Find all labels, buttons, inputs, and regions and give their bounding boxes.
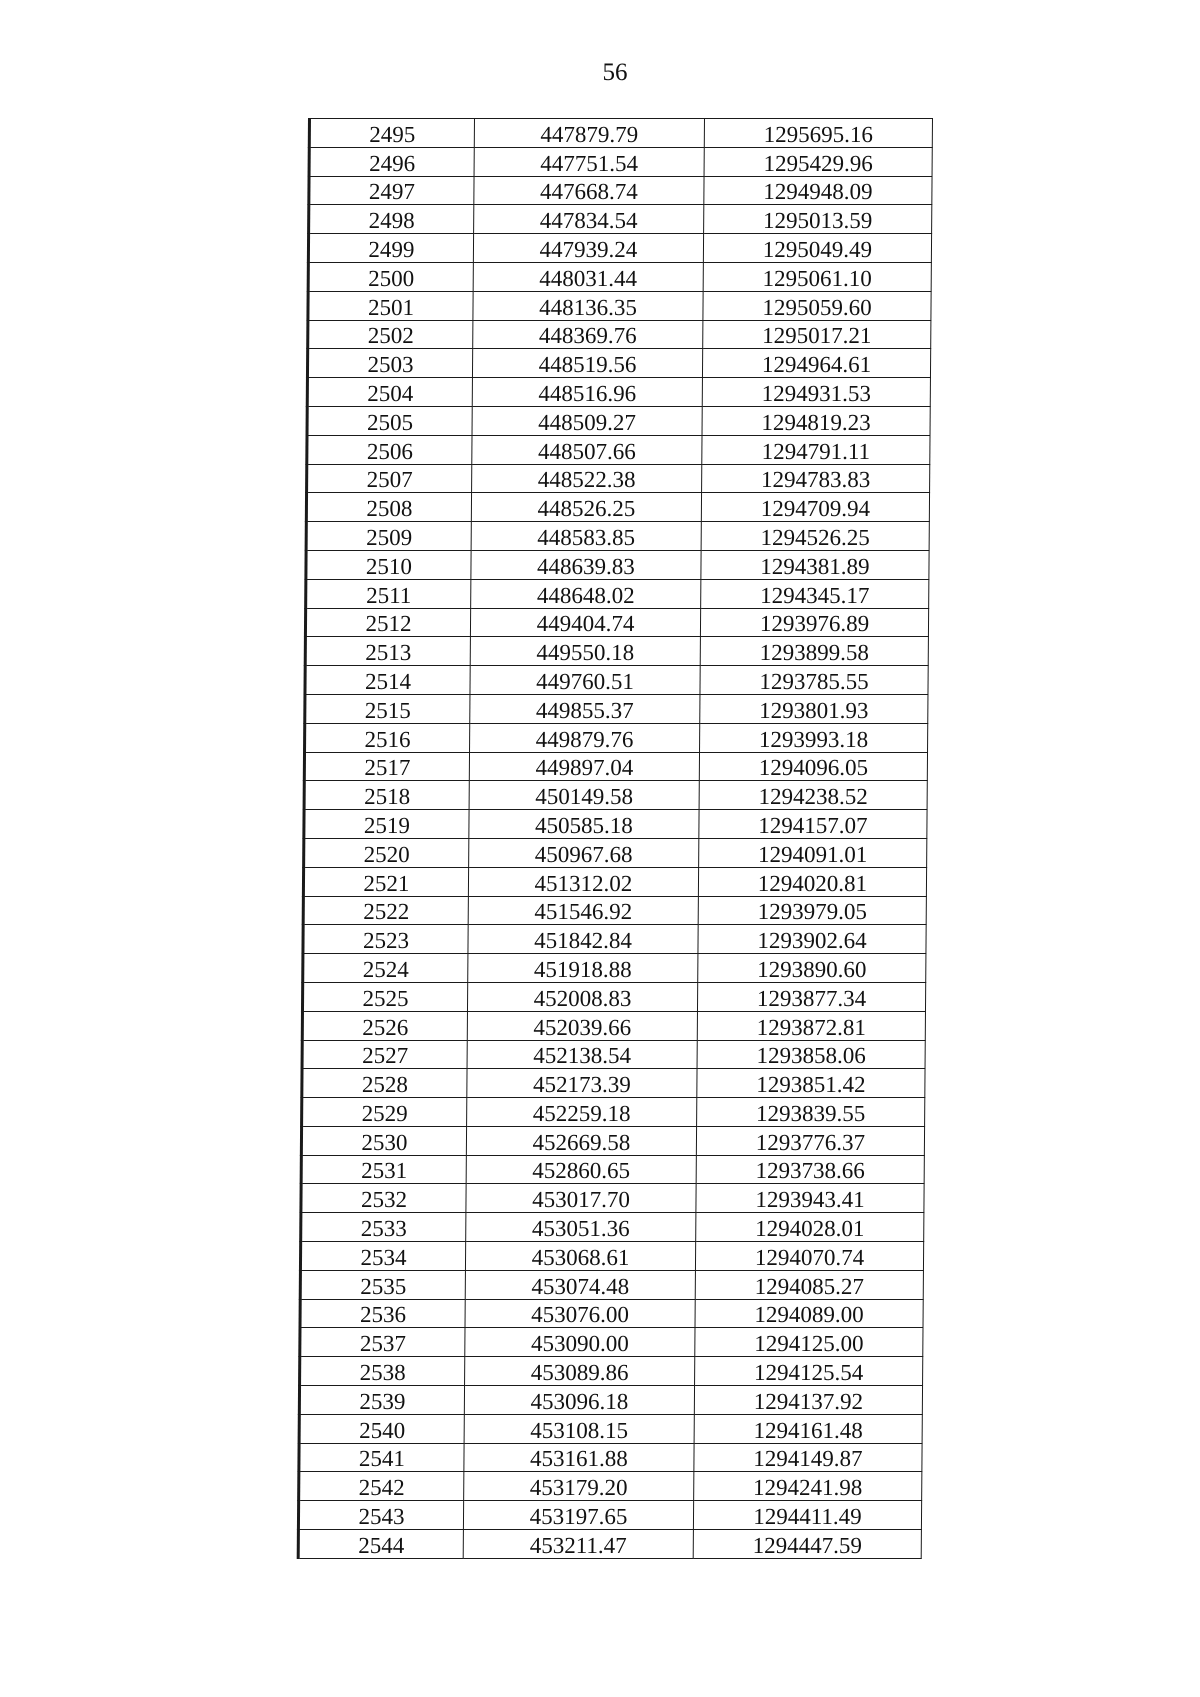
x-coordinate-cell: 451546.92	[468, 896, 698, 925]
point-number-cell: 2535	[300, 1270, 465, 1299]
point-number-cell: 2496	[309, 147, 474, 176]
x-coordinate-cell: 453096.18	[464, 1386, 694, 1415]
point-number-cell: 2518	[304, 781, 469, 810]
point-number-cell: 2534	[300, 1242, 465, 1271]
table-row	[303, 925, 926, 954]
table-row	[302, 1098, 925, 1127]
table-row	[308, 291, 931, 320]
y-coordinate-cell: 1293943.41	[696, 1184, 924, 1213]
y-coordinate-cell: 1295013.59	[704, 205, 932, 234]
table-row	[299, 1472, 922, 1501]
y-coordinate-cell: 1293839.55	[697, 1098, 925, 1127]
point-number-cell: 2504	[307, 378, 472, 407]
x-coordinate-cell: 447879.79	[474, 119, 704, 148]
y-coordinate-cell: 1294157.07	[699, 810, 927, 839]
x-coordinate-cell: 449760.51	[470, 666, 700, 695]
point-number-cell: 2542	[299, 1472, 464, 1501]
point-number-cell: 2511	[306, 579, 471, 608]
table-row	[302, 1040, 925, 1069]
point-number-cell: 2500	[308, 262, 473, 291]
table-row	[306, 579, 929, 608]
y-coordinate-cell: 1294709.94	[701, 493, 929, 522]
point-number-cell: 2508	[306, 493, 471, 522]
y-coordinate-cell: 1293976.89	[700, 608, 928, 637]
point-number-cell: 2543	[298, 1501, 463, 1530]
x-coordinate-cell: 452138.54	[467, 1040, 697, 1069]
y-coordinate-cell: 1294526.25	[701, 522, 929, 551]
y-coordinate-cell: 1294411.49	[693, 1501, 921, 1530]
y-coordinate-cell: 1295429.96	[704, 147, 932, 176]
x-coordinate-cell: 453179.20	[464, 1472, 694, 1501]
page-number: 56	[602, 59, 628, 86]
y-coordinate-cell: 1294137.92	[694, 1386, 922, 1415]
y-coordinate-cell: 1293776.37	[696, 1126, 924, 1155]
y-coordinate-cell: 1295695.16	[704, 119, 932, 148]
table-row	[307, 435, 930, 464]
point-number-cell: 2540	[299, 1414, 464, 1443]
point-number-cell: 2527	[302, 1040, 467, 1069]
x-coordinate-cell: 448516.96	[472, 378, 702, 407]
y-coordinate-cell: 1294020.81	[698, 867, 926, 896]
point-number-cell: 2537	[300, 1328, 465, 1357]
x-coordinate-cell: 452039.66	[467, 1011, 697, 1040]
table-row	[307, 406, 930, 435]
x-coordinate-cell: 453068.61	[465, 1242, 695, 1271]
y-coordinate-cell: 1294028.01	[696, 1213, 924, 1242]
y-coordinate-cell: 1293785.55	[700, 666, 928, 695]
x-coordinate-cell: 453108.15	[464, 1414, 694, 1443]
point-number-cell: 2495	[309, 119, 474, 148]
point-number-cell: 2521	[303, 867, 468, 896]
point-number-cell: 2513	[305, 637, 470, 666]
table-row	[305, 666, 928, 695]
y-coordinate-cell: 1293890.60	[698, 954, 926, 983]
table-row	[305, 608, 928, 637]
x-coordinate-cell: 453051.36	[466, 1213, 696, 1242]
point-number-cell: 2531	[301, 1155, 466, 1184]
point-number-cell: 2522	[303, 896, 468, 925]
table-row	[307, 378, 930, 407]
x-coordinate-cell: 450149.58	[469, 781, 699, 810]
y-coordinate-cell: 1293993.18	[700, 723, 928, 752]
point-number-cell: 2526	[302, 1011, 467, 1040]
y-coordinate-cell: 1294125.00	[695, 1328, 923, 1357]
coordinates-table-body	[298, 119, 932, 1559]
x-coordinate-cell: 452259.18	[467, 1098, 697, 1127]
table-row	[301, 1213, 924, 1242]
point-number-cell: 2523	[303, 925, 468, 954]
table-row	[306, 550, 929, 579]
x-coordinate-cell: 453197.65	[463, 1501, 693, 1530]
table-row	[308, 234, 931, 263]
point-number-cell: 2533	[301, 1213, 466, 1242]
x-coordinate-cell: 452860.65	[466, 1155, 696, 1184]
table-row	[298, 1501, 921, 1530]
table-row	[305, 723, 928, 752]
point-number-cell: 2520	[304, 838, 469, 867]
table-row	[303, 954, 926, 983]
point-number-cell: 2498	[309, 205, 474, 234]
y-coordinate-cell: 1294791.11	[702, 435, 930, 464]
x-coordinate-cell: 452669.58	[466, 1126, 696, 1155]
table-row	[307, 349, 930, 378]
x-coordinate-cell: 448031.44	[473, 262, 703, 291]
x-coordinate-cell: 449855.37	[470, 694, 700, 723]
y-coordinate-cell: 1294948.09	[704, 176, 932, 205]
y-coordinate-cell: 1294070.74	[695, 1242, 923, 1271]
x-coordinate-cell: 448526.25	[471, 493, 701, 522]
x-coordinate-cell: 449404.74	[470, 608, 700, 637]
table-row	[308, 262, 931, 291]
table-row	[300, 1242, 923, 1271]
x-coordinate-cell: 450967.68	[469, 838, 699, 867]
x-coordinate-cell: 453090.00	[465, 1328, 695, 1357]
y-coordinate-cell: 1294345.17	[701, 579, 929, 608]
point-number-cell: 2529	[302, 1098, 467, 1127]
table-row	[303, 896, 926, 925]
x-coordinate-cell: 451918.88	[468, 954, 698, 983]
point-number-cell: 2497	[309, 176, 474, 205]
table-row	[299, 1443, 922, 1472]
y-coordinate-cell: 1293872.81	[697, 1011, 925, 1040]
y-coordinate-cell: 1295017.21	[703, 320, 931, 349]
table-row	[303, 867, 926, 896]
x-coordinate-cell: 451842.84	[468, 925, 698, 954]
x-coordinate-cell: 448509.27	[472, 406, 702, 435]
y-coordinate-cell: 1294238.52	[699, 781, 927, 810]
point-number-cell: 2538	[300, 1357, 465, 1386]
y-coordinate-cell: 1294096.05	[699, 752, 927, 781]
table-row	[299, 1414, 922, 1443]
table-row	[304, 838, 927, 867]
x-coordinate-cell: 450585.18	[469, 810, 699, 839]
x-coordinate-cell: 447939.24	[473, 234, 703, 263]
x-coordinate-cell: 448583.85	[471, 522, 701, 551]
y-coordinate-cell: 1294381.89	[701, 550, 929, 579]
y-coordinate-cell: 1293877.34	[697, 982, 925, 1011]
table-row	[308, 320, 931, 349]
point-number-cell: 2510	[306, 550, 471, 579]
point-number-cell: 2512	[305, 608, 470, 637]
y-coordinate-cell: 1294085.27	[695, 1270, 923, 1299]
table-row	[309, 176, 932, 205]
y-coordinate-cell: 1294091.01	[699, 838, 927, 867]
y-coordinate-cell: 1294089.00	[695, 1299, 923, 1328]
coordinates-table	[297, 118, 933, 1559]
point-number-cell: 2517	[304, 752, 469, 781]
x-coordinate-cell: 447751.54	[474, 147, 704, 176]
table-row	[300, 1270, 923, 1299]
table-row	[299, 1386, 922, 1415]
point-number-cell: 2544	[298, 1530, 463, 1559]
point-number-cell: 2524	[303, 954, 468, 983]
y-coordinate-cell: 1295061.10	[703, 262, 931, 291]
table-row	[302, 1069, 925, 1098]
y-coordinate-cell: 1293979.05	[698, 896, 926, 925]
x-coordinate-cell: 453211.47	[463, 1530, 693, 1559]
table-row	[304, 781, 927, 810]
point-number-cell: 2503	[307, 349, 472, 378]
y-coordinate-cell: 1294819.23	[702, 406, 930, 435]
x-coordinate-cell: 453017.70	[466, 1184, 696, 1213]
point-number-cell: 2515	[305, 694, 470, 723]
point-number-cell: 2501	[308, 291, 473, 320]
x-coordinate-cell: 448639.83	[471, 550, 701, 579]
y-coordinate-cell: 1294783.83	[702, 464, 930, 493]
table-row	[304, 810, 927, 839]
y-coordinate-cell: 1294125.54	[695, 1357, 923, 1386]
point-number-cell: 2509	[306, 522, 471, 551]
table-row	[300, 1328, 923, 1357]
point-number-cell: 2530	[301, 1126, 466, 1155]
y-coordinate-cell: 1294161.48	[694, 1414, 922, 1443]
y-coordinate-cell: 1293902.64	[698, 925, 926, 954]
x-coordinate-cell: 453161.88	[464, 1443, 694, 1472]
table-row	[301, 1126, 924, 1155]
y-coordinate-cell: 1295049.49	[703, 234, 931, 263]
x-coordinate-cell: 448522.38	[472, 464, 702, 493]
table-row	[306, 522, 929, 551]
y-coordinate-cell: 1293899.58	[700, 637, 928, 666]
table-row	[302, 1011, 925, 1040]
y-coordinate-cell: 1294241.98	[694, 1472, 922, 1501]
y-coordinate-cell: 1293801.93	[700, 694, 928, 723]
point-number-cell: 2532	[301, 1184, 466, 1213]
x-coordinate-cell: 448507.66	[472, 435, 702, 464]
x-coordinate-cell: 448136.35	[473, 291, 703, 320]
y-coordinate-cell: 1293858.06	[697, 1040, 925, 1069]
x-coordinate-cell: 452173.39	[467, 1069, 697, 1098]
x-coordinate-cell: 451312.02	[468, 867, 698, 896]
x-coordinate-cell: 453089.86	[465, 1357, 695, 1386]
y-coordinate-cell: 1293738.66	[696, 1155, 924, 1184]
x-coordinate-cell: 449879.76	[470, 723, 700, 752]
table-row	[304, 752, 927, 781]
table-row	[305, 694, 928, 723]
table-row	[306, 493, 929, 522]
point-number-cell: 2519	[304, 810, 469, 839]
point-number-cell: 2516	[305, 723, 470, 752]
table-row	[298, 1530, 921, 1559]
y-coordinate-cell: 1294447.59	[693, 1530, 921, 1559]
table-row	[307, 464, 930, 493]
x-coordinate-cell: 453074.48	[465, 1270, 695, 1299]
table-row	[302, 982, 925, 1011]
y-coordinate-cell: 1294964.61	[702, 349, 930, 378]
point-number-cell: 2506	[307, 435, 472, 464]
point-number-cell: 2528	[302, 1069, 467, 1098]
table-row	[305, 637, 928, 666]
x-coordinate-cell: 449550.18	[470, 637, 700, 666]
x-coordinate-cell: 447834.54	[474, 205, 704, 234]
table-row	[300, 1299, 923, 1328]
y-coordinate-cell: 1293851.42	[697, 1069, 925, 1098]
table-row	[309, 119, 932, 148]
x-coordinate-cell: 448369.76	[473, 320, 703, 349]
x-coordinate-cell: 453076.00	[465, 1299, 695, 1328]
y-coordinate-cell: 1294149.87	[694, 1443, 922, 1472]
point-number-cell: 2525	[302, 982, 467, 1011]
y-coordinate-cell: 1294931.53	[702, 378, 930, 407]
table-row	[309, 205, 932, 234]
x-coordinate-cell: 448648.02	[471, 579, 701, 608]
table-row	[301, 1155, 924, 1184]
point-number-cell: 2541	[299, 1443, 464, 1472]
x-coordinate-cell: 449897.04	[469, 752, 699, 781]
table-row	[309, 147, 932, 176]
table-row	[301, 1184, 924, 1213]
y-coordinate-cell: 1295059.60	[703, 291, 931, 320]
table-row	[300, 1357, 923, 1386]
point-number-cell: 2514	[305, 666, 470, 695]
x-coordinate-cell: 448519.56	[472, 349, 702, 378]
x-coordinate-cell: 452008.83	[467, 982, 697, 1011]
point-number-cell: 2539	[299, 1386, 464, 1415]
point-number-cell: 2502	[308, 320, 473, 349]
point-number-cell: 2507	[307, 464, 472, 493]
point-number-cell: 2505	[307, 406, 472, 435]
x-coordinate-cell: 447668.74	[474, 176, 704, 205]
point-number-cell: 2499	[308, 234, 473, 263]
point-number-cell: 2536	[300, 1299, 465, 1328]
